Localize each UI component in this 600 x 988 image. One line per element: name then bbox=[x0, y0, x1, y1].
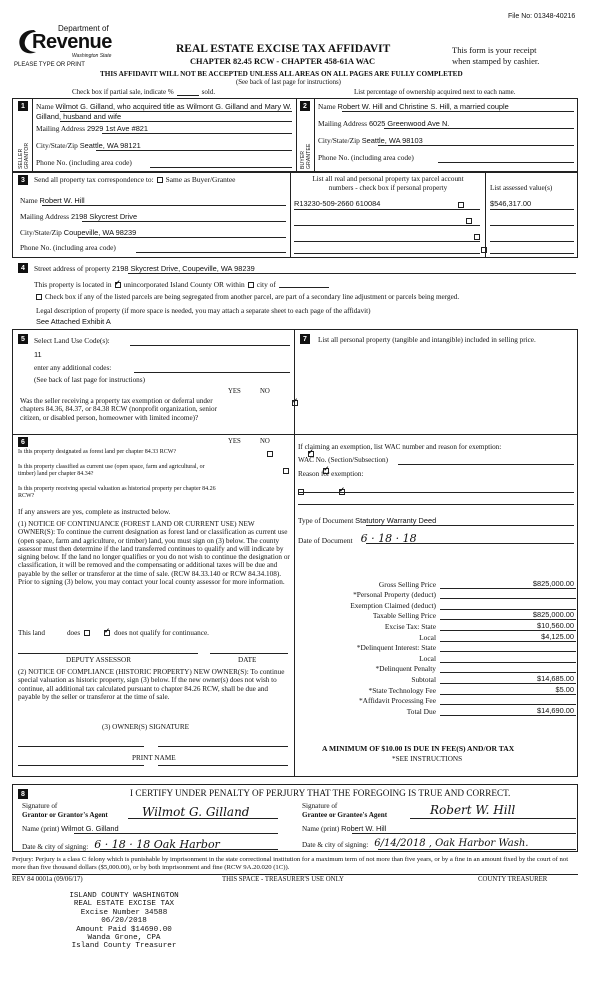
grantee-agent-label: Grantee or Grantee's Agent bbox=[302, 810, 388, 819]
does-not-label: does not qualify for continuance. bbox=[114, 629, 209, 637]
grantor-agent-label: Grantor or Grantor's Agent bbox=[22, 810, 108, 819]
seller-mail-value: 2929 1st Ave #821 bbox=[86, 124, 149, 133]
fee-row bbox=[300, 684, 576, 695]
parcel-1-personal-checkbox[interactable] bbox=[458, 202, 464, 208]
notice-compliance: (2) NOTICE OF COMPLIANCE (HISTORIC PROPERTY) NEW OWNER(S): To continue special valuation as historic property, sign (3) below. If the new owner(s) does not wish to continue, all additional tax calculated pursuant to chapter 84.26 RCW, shall be due and payable by the seller or transferor at the time of sale. bbox=[18, 668, 285, 701]
land-use-value[interactable]: 11 bbox=[34, 350, 42, 359]
city-of-label: city of bbox=[256, 280, 276, 289]
buyer-side-label: BUYER GRANTEE bbox=[300, 143, 312, 169]
partial-sale-label: Check box if partial sale, indicate % bbox=[72, 88, 174, 96]
fee-label: *Personal Property (deduct) bbox=[353, 590, 436, 600]
notice-continuance: (1) NOTICE OF CONTINUANCE (FOREST LAND OR CURRENT USE) NEW OWNER(S): To continue the current designation as forest land or classification as current use (open space, farm and agriculture, or timber) land, you must sign on (3) below. The county assessor must then determine if the land transferred continues to qualify and will indicate by signing below. If the land no longer qualifies or you do not wish to continue the designation or classification, it will be removed and the compensating or additional taxes will be due and payable by the seller or transferor at the time of sale. (RCW 84.33.140 or RCW 84.34.108). Prior to signing (3) below, you may contact your local county assessor for more information. bbox=[18, 520, 290, 587]
fee-value[interactable]: $825,000.00 bbox=[440, 579, 576, 589]
seller-name-label: Name bbox=[36, 102, 54, 111]
grantee-name-label: Name (print) bbox=[302, 825, 340, 833]
buyer-city-value: Seattle, WA 98103 bbox=[361, 136, 423, 145]
fee-table bbox=[300, 578, 576, 716]
type-or-print: PLEASE TYPE OR PRINT bbox=[14, 62, 85, 68]
qualify-line bbox=[18, 629, 209, 637]
same-as-buyer-label: Same as Buyer/Grantee bbox=[165, 175, 236, 184]
seller-phone-label: Phone No. (including area code) bbox=[36, 158, 132, 167]
corr-phone-label: Phone No. (including area code) bbox=[20, 243, 116, 252]
forest-yes-checkbox[interactable] bbox=[267, 451, 273, 457]
parcel-4-personal-checkbox[interactable] bbox=[481, 247, 487, 253]
fee-label: *Delinquent Penalty bbox=[375, 664, 436, 674]
exemption-claim-label: If claiming an exemption, list WAC number and reason for exemption: bbox=[298, 443, 502, 451]
fee-value[interactable] bbox=[440, 600, 576, 610]
seller-city-value: Seattle, WA 98121 bbox=[79, 141, 141, 150]
stamp-line-5: Amount Paid $14690.00 bbox=[76, 925, 172, 934]
personal-property-label: List all personal property (tangible and intangible) included in selling price. bbox=[318, 336, 536, 344]
correspondence-heading bbox=[34, 175, 235, 184]
dor-logo bbox=[14, 22, 124, 66]
fee-row bbox=[300, 652, 576, 663]
grantor-name-label: Name (print) bbox=[22, 825, 60, 833]
parcel-number: R13230-509-2660 610084 bbox=[294, 199, 381, 208]
stamp-line-4: 06/20/2018 bbox=[101, 917, 147, 926]
current-use-question: Is this property classified as current use (open space, farm and agricultural, or timber) land per chapter 84.34? bbox=[18, 464, 205, 477]
grantee-date-label: Date & city of signing: bbox=[302, 841, 369, 849]
grantor-name-value: Wilmot G. Gilland bbox=[61, 824, 119, 833]
logo-state: Washington State bbox=[72, 53, 112, 59]
receipt-note-1: This form is your receipt bbox=[452, 45, 537, 55]
treasurer-use-only: THIS SPACE - TREASURER'S USE ONLY bbox=[222, 876, 344, 883]
parcel-heading bbox=[294, 175, 482, 193]
land-use-label: Select Land Use Code(s): bbox=[34, 336, 110, 345]
additional-codes-label: enter any additional codes: bbox=[34, 364, 112, 372]
fee-label: Gross Selling Price bbox=[378, 579, 436, 589]
grantee-name-value: Robert W. Hill bbox=[341, 824, 387, 833]
parcel-heading-2: numbers - check box if personal property bbox=[328, 184, 448, 192]
section-1-number: 1 bbox=[18, 101, 28, 111]
sec6-no-header: NO bbox=[260, 438, 270, 445]
fee-label: *State Technology Fee bbox=[368, 685, 436, 695]
parcel-heading-1: List all real and personal property tax parcel account bbox=[312, 175, 464, 183]
fee-row bbox=[300, 663, 576, 674]
date-doc-label: Date of Document bbox=[298, 536, 353, 545]
corr-mail-value: 2198 Skycrest Drive bbox=[70, 212, 138, 221]
segregated-label: Check box if any of the listed parcels are being segregated from another parcel, are part of a secondary line adjustment or parcels being merged. bbox=[45, 293, 460, 301]
seller-name-value: Wilmot G. Gilland, who acquired title as Wilmont G. Gilland and Mary W. Gilland, husband and wife bbox=[36, 102, 292, 121]
warning-line: THIS AFFIDAVIT WILL NOT BE ACCEPTED UNLESS ALL AREAS ON ALL PAGES ARE FULLY COMPLETED bbox=[100, 70, 463, 78]
this-land-label: This land bbox=[18, 629, 45, 637]
legal-value: See Attached Exhibit A bbox=[36, 317, 111, 326]
buyer-name-field[interactable] bbox=[318, 102, 574, 111]
assessed-value: $546,317.00 bbox=[490, 199, 532, 208]
street-value: 2198 Skycrest Drive, Coupeville, WA 98239 bbox=[112, 264, 255, 273]
sec5-yes-header: YES bbox=[228, 388, 241, 395]
fee-value[interactable] bbox=[440, 695, 576, 705]
fee-value[interactable]: $825,000.00 bbox=[440, 610, 576, 620]
type-doc-field[interactable] bbox=[298, 516, 436, 525]
minimum-due-note: A MINIMUM OF $10.00 IS DUE IN FEE(S) AND/OR TAX bbox=[322, 744, 515, 753]
chapter-line: CHAPTER 82.45 RCW - CHAPTER 458-61A WAC bbox=[190, 57, 376, 66]
fee-row bbox=[300, 589, 576, 600]
file-number: File No: 01348-40216 bbox=[508, 13, 576, 20]
buyer-name-value: Robert W. Hill and Christine S. Hill, a married couple bbox=[337, 102, 509, 111]
treasurer-stamp bbox=[34, 892, 214, 951]
historic-question: Is this property receiving special valuation as historical property per chapter 84.26 RCW? bbox=[18, 486, 216, 499]
fee-row bbox=[300, 578, 576, 589]
section-4-number: 4 bbox=[18, 263, 28, 273]
page-title: REAL ESTATE EXCISE TAX AFFIDAVIT bbox=[176, 43, 391, 55]
corr-name-label: Name bbox=[20, 196, 38, 205]
grantee-signature[interactable]: Robert W. Hill bbox=[430, 803, 516, 817]
partial-sale-pct[interactable] bbox=[177, 89, 199, 96]
logo-dept: Department of bbox=[58, 24, 109, 33]
buyer-phone-label: Phone No. (including area code) bbox=[318, 153, 414, 162]
section-2-number: 2 bbox=[300, 101, 310, 111]
county-treasurer-label: COUNTY TREASURER bbox=[478, 876, 548, 883]
fee-label: Exemption Claimed (deduct) bbox=[350, 600, 436, 610]
current-use-yes-checkbox[interactable] bbox=[283, 468, 289, 474]
does-qualify-checkbox[interactable] bbox=[84, 630, 90, 636]
grantor-sig-of: Signature of bbox=[22, 802, 58, 810]
parcel-3-personal-checkbox[interactable] bbox=[474, 234, 480, 240]
corr-city-value: Coupeville, WA 98239 bbox=[63, 228, 137, 237]
legal-label: Legal description of property (if more space is needed, you may attach a separate sheet to each page of the affidavit) bbox=[36, 307, 371, 315]
fee-row bbox=[300, 631, 576, 642]
buyer-name-label: Name bbox=[318, 102, 336, 111]
section-7-number: 7 bbox=[300, 334, 310, 344]
fee-label: Local bbox=[419, 632, 436, 642]
sec6-yes-header: YES bbox=[228, 438, 241, 445]
fee-value[interactable]: $10,560.00 bbox=[440, 621, 576, 631]
fee-label: Total Due bbox=[406, 706, 436, 716]
fee-value[interactable] bbox=[440, 653, 576, 663]
grantor-signature[interactable]: Wilmot G. Gilland bbox=[142, 805, 250, 819]
owner-signature-label: (3) OWNER(S) SIGNATURE bbox=[102, 723, 190, 731]
fee-label: Subtotal bbox=[411, 674, 436, 684]
see-back-line: (See back of last page for instructions) bbox=[236, 79, 341, 86]
seller-side-label: SELLER GRANTOR bbox=[18, 142, 30, 169]
wac-label: WAC No. (Section/Subsection) bbox=[298, 456, 389, 464]
fee-value[interactable] bbox=[440, 642, 576, 652]
forest-question: Is this property designated as forest land per chapter 84.33 RCW? bbox=[18, 449, 177, 455]
buyer-city-field[interactable] bbox=[318, 136, 574, 145]
buyer-city-label: City/State/Zip bbox=[318, 136, 360, 145]
buyer-mail-label: Mailing Address bbox=[318, 119, 368, 128]
grantee-date-field[interactable] bbox=[302, 838, 528, 849]
type-doc-label: Type of Document bbox=[298, 516, 354, 525]
within-city-checkbox[interactable] bbox=[248, 282, 254, 288]
city-of-input[interactable] bbox=[279, 281, 329, 288]
fee-row bbox=[300, 673, 576, 684]
does-not-qualify-checkbox[interactable] bbox=[104, 630, 110, 636]
buyer-mail-field[interactable] bbox=[318, 119, 574, 128]
ownership-note: List percentage of ownership acquired next to each name. bbox=[354, 88, 516, 96]
fee-row bbox=[300, 705, 576, 716]
section-5-number: 5 bbox=[18, 334, 28, 344]
see-instructions-note: *SEE INSTRUCTIONS bbox=[392, 755, 463, 763]
location-line bbox=[34, 280, 329, 289]
date-doc-value: 6 · 18 · 18 bbox=[360, 532, 417, 545]
logo-word: Revenue bbox=[32, 31, 112, 53]
stamp-line-7: Island County Treasurer bbox=[71, 942, 177, 951]
grantee-name-field[interactable] bbox=[302, 824, 386, 833]
grantor-date-value: 6 · 18 · 18 Oak Harbor bbox=[94, 838, 220, 851]
fee-value[interactable] bbox=[440, 589, 576, 599]
corr-mail-label: Mailing Address bbox=[20, 212, 70, 221]
section-3-number: 3 bbox=[18, 175, 28, 185]
stamp-line-1: ISLAND COUNTY WASHINGTON bbox=[69, 892, 179, 900]
fee-value[interactable] bbox=[440, 663, 576, 673]
fee-value[interactable]: $14,685.00 bbox=[440, 674, 576, 684]
corr-city-field[interactable] bbox=[20, 228, 136, 237]
seller-mail-field[interactable] bbox=[36, 124, 292, 133]
street-label: Street address of property bbox=[34, 264, 111, 273]
located-label: This property is located in bbox=[34, 280, 112, 289]
same-as-buyer-checkbox[interactable] bbox=[157, 177, 163, 183]
buyer-mail-value: 6025 Greenwood Ave N. bbox=[368, 119, 450, 128]
grantor-sig-label bbox=[22, 802, 108, 819]
perjury-notice: Perjury: Perjury is a class C felony which is punishable by imprisonment in the state correctional institution for a maximum term of not more than five years, or by a fine in an amount fixed by the court of not more than five thousand dollars ($5,000.00), or by both imprisonment and fine (RCW 9A.20.020 (1C)). bbox=[12, 856, 569, 872]
corr-city-label: City/State/Zip bbox=[20, 228, 62, 237]
exemption-question: Was the seller receiving a property tax exemption or deferral under chapters 84.36, 84.37, or 84.38 RCW (nonprofit organization, senior citizen, or disabled person, homeowner with limited income)? bbox=[20, 397, 217, 422]
type-doc-value: Statutory Warranty Deed bbox=[355, 516, 437, 525]
located-rest-label: unincorporated Island County OR within bbox=[123, 280, 245, 289]
exemption-no-checkbox[interactable] bbox=[292, 400, 298, 406]
fee-row bbox=[300, 642, 576, 653]
if-yes-note: If any answers are yes, complete as instructed below. bbox=[18, 508, 171, 516]
form-revision: REV 84 0001a (09/06/17) bbox=[12, 876, 83, 883]
certify-statement: I CERTIFY UNDER PENALTY OF PERJURY THAT THE FOREGOING IS TRUE AND CORRECT. bbox=[130, 788, 511, 798]
reason-label: Reason for exemption: bbox=[298, 470, 364, 478]
deputy-assessor-label: DEPUTY ASSESSOR bbox=[66, 656, 132, 664]
fee-label: Excise Tax: State bbox=[384, 621, 436, 631]
fee-row bbox=[300, 695, 576, 706]
sold-label: sold. bbox=[201, 88, 216, 96]
fee-row bbox=[300, 620, 576, 631]
fee-label: *Delinquent Interest: State bbox=[356, 643, 436, 653]
stamp-line-3: Excise Number 34588 bbox=[80, 908, 168, 917]
assessed-heading: List assessed value(s) bbox=[490, 184, 553, 192]
seller-name-field[interactable] bbox=[36, 102, 292, 122]
stamp-line-2: REAL ESTATE EXCISE TAX bbox=[73, 900, 175, 909]
land-use-see-back: (See back of last page for instructions) bbox=[34, 376, 145, 384]
fee-label: Local bbox=[419, 653, 436, 663]
corr-name-value: Robert W. Hill bbox=[39, 196, 85, 205]
sec5-no-header: NO bbox=[260, 388, 270, 395]
street-field[interactable] bbox=[34, 264, 255, 273]
grantee-sig-label bbox=[302, 802, 387, 819]
seller-city-label: City/State/Zip bbox=[36, 141, 78, 150]
stamp-line-6: Wanda Grone, CPA bbox=[87, 934, 161, 943]
segregated-checkbox[interactable] bbox=[36, 294, 42, 300]
receipt-note-2: when stamped by cashier. bbox=[452, 56, 540, 66]
parcel-2-personal-checkbox[interactable] bbox=[466, 218, 472, 224]
section-6-number: 6 bbox=[18, 437, 28, 447]
fee-row bbox=[300, 599, 576, 610]
grantor-date-label: Date & city of signing: bbox=[22, 843, 89, 851]
correspondence-label: Send all property tax correspondence to: bbox=[34, 175, 154, 184]
fee-row bbox=[300, 610, 576, 621]
corr-name-field[interactable] bbox=[20, 196, 85, 205]
grantor-name-field[interactable] bbox=[22, 824, 119, 833]
fee-value[interactable]: $5.00 bbox=[440, 685, 576, 695]
section-8-number: 8 bbox=[18, 789, 28, 799]
seller-city-field[interactable] bbox=[36, 141, 292, 150]
segregated-line bbox=[36, 293, 459, 301]
fee-label: *Affidavit Processing Fee bbox=[358, 696, 436, 706]
seller-mail-label: Mailing Address bbox=[36, 124, 86, 133]
print-name-label: PRINT NAME bbox=[132, 754, 176, 762]
corr-mail-field[interactable] bbox=[20, 212, 137, 221]
unincorporated-checkbox[interactable] bbox=[115, 282, 121, 288]
fee-label: Taxable Selling Price bbox=[372, 611, 436, 621]
grantee-date-value: 6/14/2018 , Oak Harbor Wash. bbox=[374, 838, 529, 849]
fee-value[interactable]: $14,690.00 bbox=[440, 706, 576, 716]
grantee-sig-of: Signature of bbox=[302, 802, 338, 810]
fee-value[interactable]: $4,125.00 bbox=[440, 632, 576, 642]
does-label: does bbox=[66, 629, 81, 637]
assessor-date-label: DATE bbox=[238, 656, 257, 664]
